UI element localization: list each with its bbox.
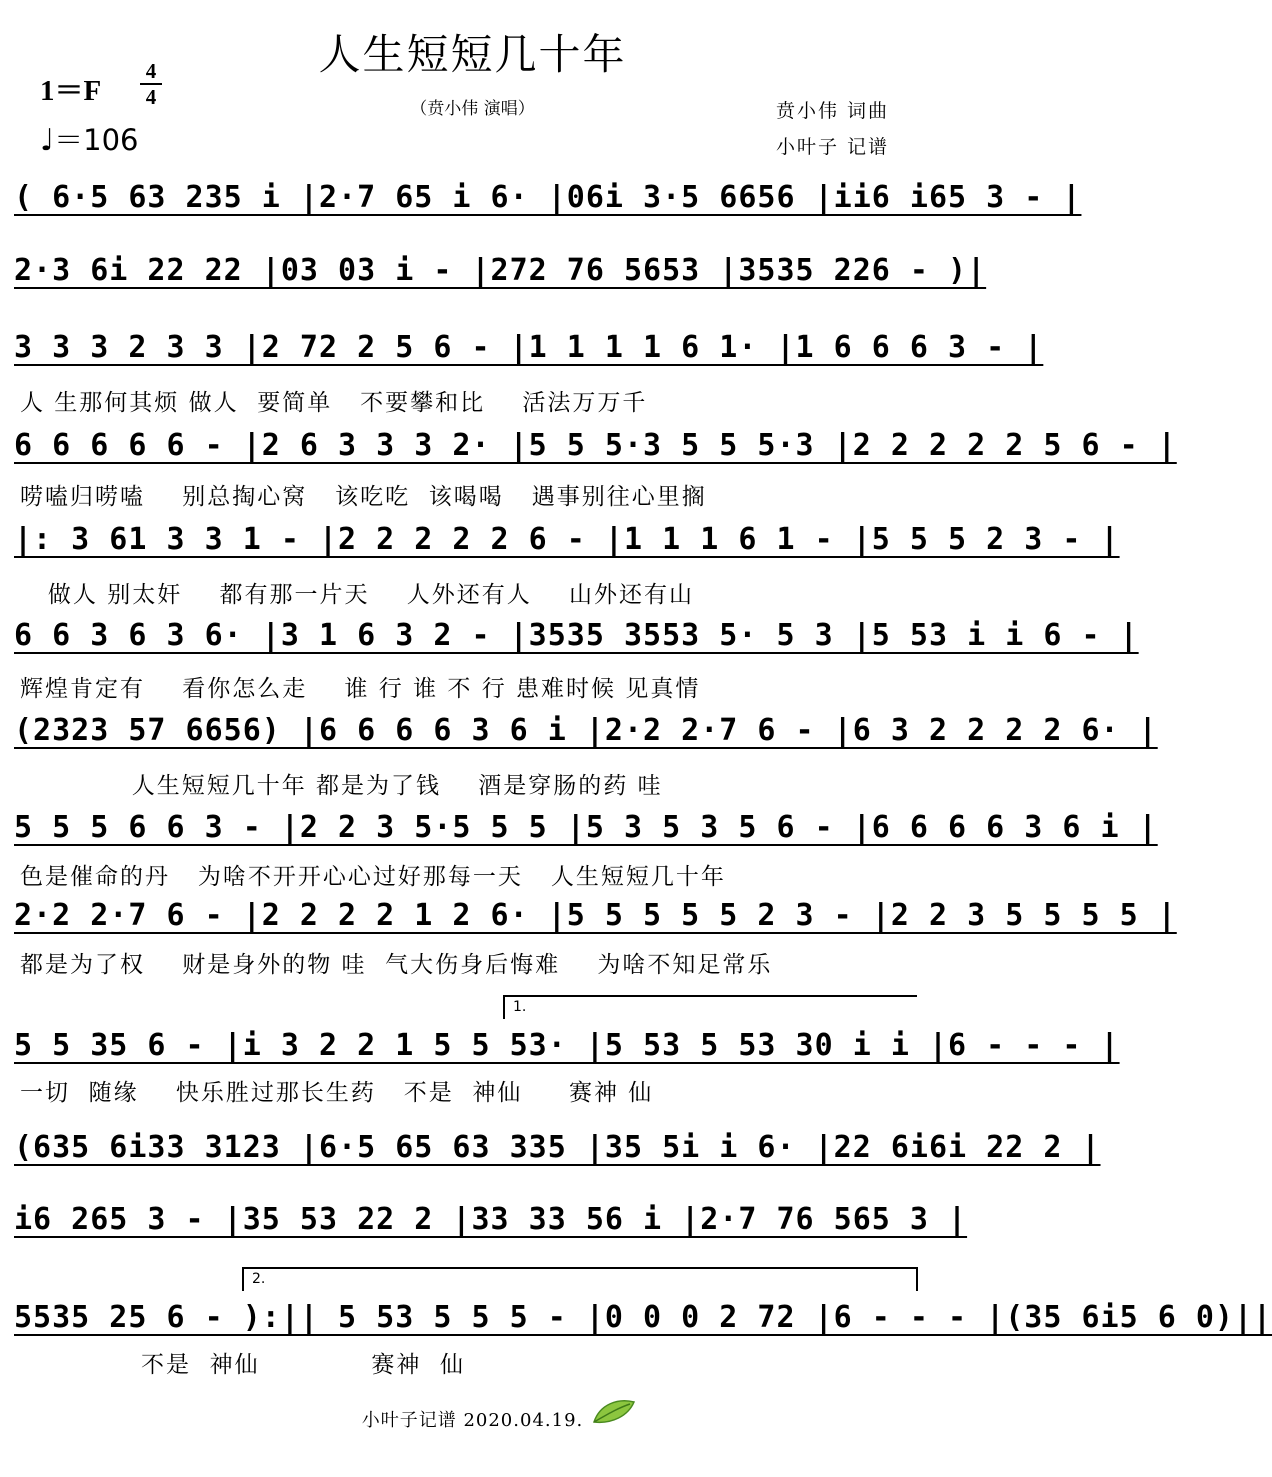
score-line-5-lyrics: 做人 别太奸 都有那一片天 人外还有人 山外还有山 <box>20 582 694 608</box>
key-signature: 1＝F <box>40 75 102 107</box>
time-signature-top: 4 <box>145 59 157 83</box>
score-line-7-notes: (2323 57 6656) |6 6 6 6 3 6 i |2·2 2·7 6 - |6 3 2 2 2 2 6· | <box>14 713 1158 748</box>
singer-credit: （贲小伟 演唱） <box>410 99 535 119</box>
quarter-note-icon: ♩ <box>40 123 55 158</box>
song-title: 人生短短几十年 <box>318 30 627 79</box>
score-line-2-notes: 2·3 6i 22 22 |03 03 i - |272 76 5653 |3535 226 - )| <box>14 253 987 288</box>
score-line-6-notes: 6 6 3 6 3 6· |3 1 6 3 2 - |3535 3553 5· 5 3 |5 53 i i 6 - | <box>14 618 1139 653</box>
score-line-8-notes: 5 5 5 6 6 3 - |2 2 3 5·5 5 5 |5 3 5 3 5 6 - |6 6 6 6 3 6 i | <box>14 810 1158 845</box>
leaf-icon <box>590 1396 638 1426</box>
score-line-9-notes: 2·2 2·7 6 - |2 2 2 2 1 2 6· |5 5 5 5 5 2 3 - |2 2 3 5 5 5 5 | <box>14 898 1177 933</box>
score-line-11-notes: (635 6i33 3123 |6·5 65 63 335 |35 5i i 6· |22 6i6i 22 2 | <box>14 1130 1101 1165</box>
time-signature-bottom: 4 <box>145 85 157 109</box>
score-line-12-notes: i6 265 3 - |35 53 22 2 |33 33 56 i |2·7 76 565 3 | <box>14 1202 968 1237</box>
second-ending-bracket <box>242 1267 918 1291</box>
tempo-marking <box>40 118 139 159</box>
footer-notation-date: 小叶子记谱 2020.04.19. <box>361 1410 584 1431</box>
score-line-9-lyrics: 都是为了权 财是身外的物 哇 气大伤身后悔难 为啥不知足常乐 <box>20 952 773 978</box>
score-line-5-notes: |: 3 61 3 3 1 - |2 2 2 2 2 6 - |1 1 1 6 1 - |5 5 5 2 3 - | <box>14 522 1120 557</box>
second-ending-label: 2. <box>252 1271 266 1287</box>
score-line-4-notes: 6 6 6 6 6 - |2 6 3 3 3 2· |5 5 5·3 5 5 5·3 |2 2 2 2 2 5 6 - | <box>14 428 1177 463</box>
time-signature <box>140 60 162 108</box>
score-line-3-lyrics: 人 生那何其烦 做人 要简单 不要攀和比 活法万万千 <box>20 390 648 416</box>
score-line-10-lyrics: 一切 随缘 快乐胜过那长生药 不是 神仙 赛神 仙 <box>20 1080 654 1106</box>
score-line-4-lyrics: 唠嗑归唠嗑 别总掏心窝 该吃吃 该喝喝 遇事别往心里搁 <box>20 484 707 510</box>
tempo-value: ＝106 <box>54 123 139 157</box>
score-line-3-notes: 3 3 3 2 3 3 |2 72 2 5 6 - |1 1 1 1 6 1· |1 6 6 6 3 - | <box>14 330 1044 365</box>
score-line-13-notes: 5535 25 6 - ):|| 5 53 5 5 5 - |0 0 0 2 72 |6 - - - |(35 6i5 6 0)|| <box>14 1300 1272 1335</box>
score-line-8-lyrics: 色是催命的丹 为啥不开开心心过好那每一天 人生短短几十年 <box>20 864 726 890</box>
notation-credit: 小叶子 记谱 <box>776 136 890 158</box>
score-line-7-lyrics: 人生短短几十年 都是为了钱 酒是穿肠的药 哇 <box>20 773 663 799</box>
first-ending-label: 1. <box>513 999 527 1015</box>
score-line-13-lyrics: 不是 神仙 赛神 仙 <box>20 1352 466 1378</box>
score-line-10-notes: 5 5 35 6 - |i 3 2 2 1 5 5 53· |5 53 5 53 30 i i |6 - - - | <box>14 1028 1120 1063</box>
score-line-1-notes: ( 6·5 63 235 i |2·7 65 i 6· |06i 3·5 6656 |ii6 i65 3 - | <box>14 180 1082 215</box>
first-ending-bracket <box>503 995 917 1019</box>
composer-credit: 贲小伟 词曲 <box>776 100 890 122</box>
score-line-6-lyrics: 辉煌肯定有 看你怎么走 谁 行 谁 不 行 患难时候 见真情 <box>20 676 701 702</box>
